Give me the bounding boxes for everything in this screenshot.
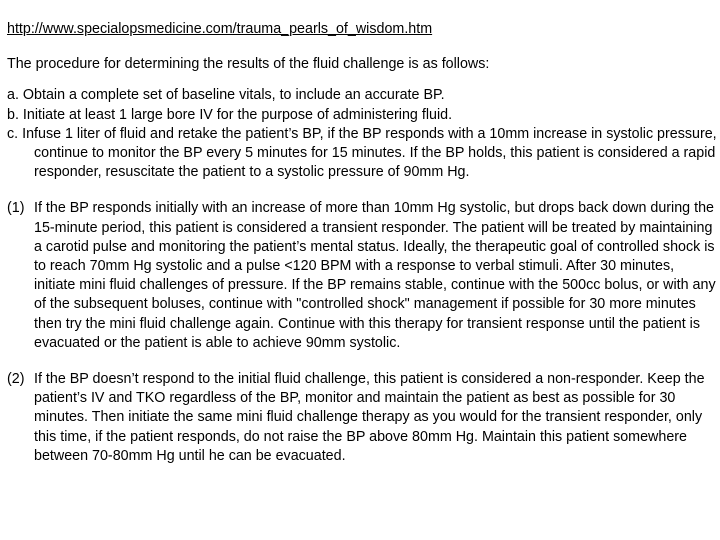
document-page [7,20,719,466]
paragraph-non-responder [7,370,719,466]
paragraph-marker: (1) [7,200,25,217]
step-b: b. Initiate at least 1 large bore IV for the purpose of administering fluid. [7,106,453,123]
paragraph-marker: (2) [7,371,25,388]
step-a: a. Obtain a complete set of baseline vitals, to include an accurate BP. [7,87,445,104]
paragraph-text: If the BP responds initially with an increase of more than 10mm Hg systolic, but drops back down during the 15-minute period, this patient is considered a transient responder. The patient will be treated by maintaining a carotid pulse and monitoring the patient’s mental status. Ideally, the therapeutic goal of controlled shock is to reach 70mm Hg systolic and a pulse <120 BPM with a response to verbal stimuli. After 30 minutes, initiate mini fluid challenges of pressure. If the BP remains stable, continue with the 500cc bolus, or with any of the subsequent boluses, continue with "controlled shock" management if possible for 30 more minutes then try the mini fluid challenge again. Continue with this therapy for transient response until the patient is evacuated or the patient is able to achieve 90mm systolic. [34,200,716,351]
paragraph-transient-responder [7,199,719,353]
step-c: c. Infuse 1 liter of fluid and retake the patient’s BP, if the BP responds with a 10mm increase in systolic pressure, continue to monitor the BP every 5 minutes for 15 minutes. If the BP holds, this patient is considered a rapid responder, resuscitate the patient to a systolic pressure of 90mm Hg. [7,125,717,181]
intro-text: The procedure for determining the results of the fluid challenge is as follows: [7,56,490,73]
paragraph-text: If the BP doesn’t respond to the initial fluid challenge, this patient is considered a non-responder. Keep the patient’s IV and TKO regardless of the BP, monitor and maintain the patient as best as possible for 30 minutes. Then initiate the same mini fluid challenge therapy as you would for the transient responder, only this time, if the patient responds, do not raise the BP above 80mm Hg. Maintain this patient somewhere between 70-80mm Hg until he can be evacuated. [34,371,705,464]
source-url-link[interactable]: http://www.specialopsmedicine.com/trauma_pearls_of_wisdom.htm [7,21,433,37]
steps-list [7,86,719,182]
